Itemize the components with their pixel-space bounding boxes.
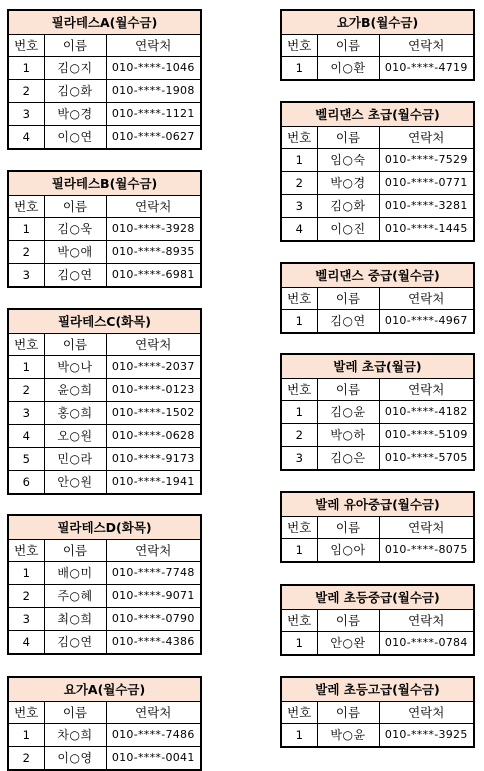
table-row: [8, 57, 201, 80]
member-phone: 010-****-0627: [106, 126, 201, 150]
header-number: 번호: [281, 288, 317, 310]
table-row: [8, 724, 201, 747]
member-phone: 010-****-8075: [379, 539, 474, 563]
table-row: [8, 402, 201, 425]
member-name: 박○윤: [317, 724, 379, 748]
header-contact: 연락처: [379, 379, 474, 401]
member-name: 이○연: [44, 126, 106, 150]
row-number: 2: [8, 241, 44, 264]
header-number: 번호: [281, 517, 317, 539]
table-title: 발레 초급(월금): [281, 354, 474, 379]
header-name: 이름: [317, 288, 379, 310]
member-phone: 010-****-1502: [106, 402, 201, 425]
table-row: [8, 264, 201, 288]
header-number: 번호: [281, 702, 317, 724]
member-phone: 010-****-8935: [106, 241, 201, 264]
header-contact: 연락처: [379, 288, 474, 310]
row-number: 1: [8, 356, 44, 379]
table-row: [281, 218, 474, 242]
member-phone: 010-****-0784: [379, 632, 474, 656]
row-number: 1: [281, 57, 317, 81]
row-number: 4: [281, 218, 317, 242]
member-name: 이○진: [317, 218, 379, 242]
table-row: [281, 424, 474, 447]
header-name: 이름: [44, 702, 106, 724]
member-phone: 010-****-1046: [106, 57, 201, 80]
member-name: 주○혜: [44, 585, 106, 608]
header-name: 이름: [317, 702, 379, 724]
table-row: [8, 448, 201, 471]
header-number: 번호: [8, 35, 44, 57]
header-name: 이름: [317, 379, 379, 401]
row-number: 1: [281, 310, 317, 334]
row-number: 2: [281, 172, 317, 195]
member-phone: 010-****-6981: [106, 264, 201, 288]
row-number: 1: [8, 218, 44, 241]
member-phone: 010-****-7529: [379, 149, 474, 172]
member-phone: 010-****-3281: [379, 195, 474, 218]
table-row: [281, 447, 474, 471]
row-number: 4: [8, 126, 44, 150]
member-phone: 010-****-4386: [106, 631, 201, 655]
member-phone: 010-****-4967: [379, 310, 474, 334]
roster-table: [280, 353, 475, 471]
member-name: 오○원: [44, 425, 106, 448]
header-name: 이름: [317, 35, 379, 57]
member-name: 안○원: [44, 471, 106, 495]
header-name: 이름: [44, 196, 106, 218]
table-row: [8, 471, 201, 495]
table-row: [281, 57, 474, 81]
table-row: [8, 80, 201, 103]
table-row: [281, 195, 474, 218]
table-title: 벨리댄스 초급(월수금): [281, 102, 474, 127]
header-contact: 연락처: [106, 35, 201, 57]
roster-table: [7, 170, 202, 288]
member-phone: 010-****-3925: [379, 724, 474, 748]
member-name: 차○희: [44, 724, 106, 747]
table-title: 발레 초등중급(월수금): [281, 585, 474, 610]
member-name: 김○연: [44, 264, 106, 288]
header-contact: 연락처: [379, 610, 474, 632]
row-number: 1: [281, 149, 317, 172]
table-row: [281, 172, 474, 195]
table-title: 벨리댄스 중급(월수금): [281, 263, 474, 288]
row-number: 3: [8, 608, 44, 631]
member-name: 김○윤: [317, 401, 379, 424]
member-name: 박○경: [44, 103, 106, 126]
roster-table: [280, 9, 475, 81]
row-number: 2: [8, 379, 44, 402]
member-name: 임○아: [317, 539, 379, 563]
row-number: 6: [8, 471, 44, 495]
header-name: 이름: [44, 35, 106, 57]
table-title: 발레 초등고급(월수금): [281, 677, 474, 702]
member-phone: 010-****-4719: [379, 57, 474, 81]
member-name: 배○미: [44, 562, 106, 585]
member-name: 김○욱: [44, 218, 106, 241]
row-number: 2: [8, 80, 44, 103]
table-title: 요가B(월수금): [281, 10, 474, 35]
header-number: 번호: [281, 379, 317, 401]
header-contact: 연락처: [379, 127, 474, 149]
member-phone: 010-****-5705: [379, 447, 474, 471]
member-name: 박○하: [317, 424, 379, 447]
table-title: 필라테스A(월수금): [8, 10, 201, 35]
member-name: 이○환: [317, 57, 379, 81]
member-phone: 010-****-1121: [106, 103, 201, 126]
header-contact: 연락처: [379, 35, 474, 57]
table-row: [281, 149, 474, 172]
member-name: 김○연: [44, 631, 106, 655]
member-name: 최○희: [44, 608, 106, 631]
header-contact: 연락처: [379, 702, 474, 724]
header-number: 번호: [8, 196, 44, 218]
table-row: [8, 631, 201, 655]
row-number: 3: [8, 103, 44, 126]
table-row: [8, 608, 201, 631]
member-phone: 010-****-7486: [106, 724, 201, 747]
table-row: [8, 562, 201, 585]
roster-table: [280, 262, 475, 334]
member-name: 박○나: [44, 356, 106, 379]
member-name: 김○화: [44, 80, 106, 103]
member-phone: 010-****-7748: [106, 562, 201, 585]
row-number: 3: [8, 402, 44, 425]
header-name: 이름: [44, 540, 106, 562]
row-number: 1: [281, 539, 317, 563]
row-number: 1: [8, 724, 44, 747]
member-phone: 010-****-0771: [379, 172, 474, 195]
table-row: [8, 218, 201, 241]
table-row: [281, 632, 474, 656]
member-phone: 010-****-1445: [379, 218, 474, 242]
member-name: 이○영: [44, 747, 106, 771]
roster-table: [7, 308, 202, 495]
row-number: 4: [8, 425, 44, 448]
table-row: [8, 126, 201, 150]
table-row: [8, 241, 201, 264]
table-row: [281, 401, 474, 424]
member-name: 박○애: [44, 241, 106, 264]
header-name: 이름: [44, 334, 106, 356]
row-number: 1: [281, 632, 317, 656]
header-name: 이름: [317, 610, 379, 632]
table-row: [281, 724, 474, 748]
member-phone: 010-****-0790: [106, 608, 201, 631]
table-title: 필라테스C(화목): [8, 309, 201, 334]
header-name: 이름: [317, 127, 379, 149]
table-row: [281, 310, 474, 334]
roster-table: [280, 491, 475, 563]
member-name: 김○은: [317, 447, 379, 471]
member-phone: 010-****-5109: [379, 424, 474, 447]
header-number: 번호: [281, 610, 317, 632]
table-row: [8, 379, 201, 402]
member-phone: 010-****-0628: [106, 425, 201, 448]
table-title: 필라테스B(월수금): [8, 171, 201, 196]
member-phone: 010-****-1941: [106, 471, 201, 495]
header-number: 번호: [281, 127, 317, 149]
header-contact: 연락처: [106, 540, 201, 562]
member-name: 안○완: [317, 632, 379, 656]
roster-table: [280, 584, 475, 656]
row-number: 3: [281, 447, 317, 471]
roster-table: [7, 9, 202, 150]
row-number: 1: [281, 724, 317, 748]
row-number: 1: [8, 57, 44, 80]
header-contact: 연락처: [106, 334, 201, 356]
table-row: [8, 585, 201, 608]
member-name: 홍○희: [44, 402, 106, 425]
table-title: 요가A(월수금): [8, 677, 201, 702]
header-contact: 연락처: [106, 196, 201, 218]
table-row: [281, 539, 474, 563]
header-number: 번호: [8, 540, 44, 562]
member-phone: 010-****-3928: [106, 218, 201, 241]
member-phone: 010-****-0041: [106, 747, 201, 771]
header-contact: 연락처: [106, 702, 201, 724]
member-name: 김○화: [317, 195, 379, 218]
header-number: 번호: [281, 35, 317, 57]
row-number: 1: [8, 562, 44, 585]
table-row: [8, 103, 201, 126]
table-row: [8, 356, 201, 379]
member-name: 김○지: [44, 57, 106, 80]
table-row: [8, 747, 201, 771]
table-row: [8, 425, 201, 448]
member-phone: 010-****-2037: [106, 356, 201, 379]
member-name: 임○숙: [317, 149, 379, 172]
member-phone: 010-****-0123: [106, 379, 201, 402]
member-phone: 010-****-9071: [106, 585, 201, 608]
member-phone: 010-****-9173: [106, 448, 201, 471]
header-number: 번호: [8, 702, 44, 724]
roster-table: [280, 676, 475, 748]
row-number: 4: [8, 631, 44, 655]
table-title: 필라테스D(화목): [8, 515, 201, 540]
member-name: 박○경: [317, 172, 379, 195]
row-number: 2: [8, 747, 44, 771]
header-name: 이름: [317, 517, 379, 539]
member-phone: 010-****-4182: [379, 401, 474, 424]
member-name: 김○연: [317, 310, 379, 334]
header-contact: 연락처: [379, 517, 474, 539]
row-number: 3: [8, 264, 44, 288]
row-number: 1: [281, 401, 317, 424]
header-number: 번호: [8, 334, 44, 356]
roster-table: [280, 101, 475, 242]
row-number: 3: [281, 195, 317, 218]
roster-table: [7, 676, 202, 771]
member-name: 민○라: [44, 448, 106, 471]
member-phone: 010-****-1908: [106, 80, 201, 103]
row-number: 2: [8, 585, 44, 608]
roster-table: [7, 514, 202, 655]
table-title: 발레 유아중급(월수금): [281, 492, 474, 517]
member-name: 윤○희: [44, 379, 106, 402]
row-number: 5: [8, 448, 44, 471]
row-number: 2: [281, 424, 317, 447]
